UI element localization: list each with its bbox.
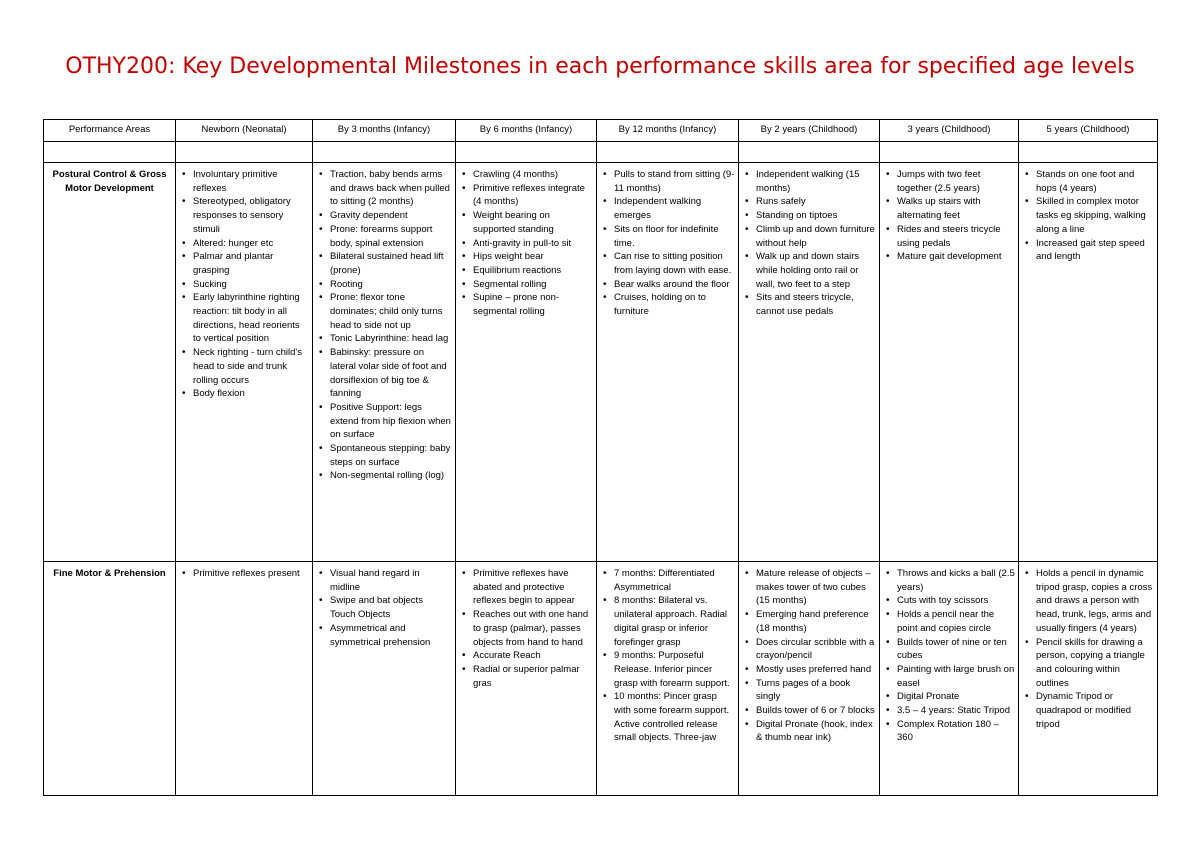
milestone-item: • Sucking	[193, 278, 309, 292]
milestone-list	[179, 168, 309, 401]
milestone-item: • Cruises, holding on to furniture	[614, 291, 735, 318]
milestone-item: • Body flexion	[193, 387, 309, 401]
milestone-item: • Does circular scribble with a crayon/pencil	[756, 636, 876, 663]
empty-cell	[880, 142, 1019, 163]
empty-cell	[176, 142, 313, 163]
empty-cell	[456, 142, 597, 163]
milestone-item: • Involuntary primitive reflexes	[193, 168, 309, 195]
milestone-cell	[1019, 163, 1158, 562]
milestone-item: • Standing on tiptoes	[756, 209, 876, 223]
milestone-item: • Sits on floor for indefinite time.	[614, 223, 735, 250]
milestone-item: • Bilateral sustained head lift (prone)	[330, 250, 452, 277]
milestone-list	[1022, 567, 1154, 731]
milestone-item: • Pulls to stand from sitting (9-11 months)	[614, 168, 735, 195]
milestone-item: • Turns pages of a book singly	[756, 677, 876, 704]
milestone-cell	[597, 163, 739, 562]
milestone-item: • Primitive reflexes have abated and protective reflexes begin to appear	[473, 567, 593, 608]
header-cell: Performance Areas	[44, 120, 176, 142]
milestone-list	[600, 168, 735, 319]
milestone-item: • Jumps with two feet together (2.5 years)	[897, 168, 1015, 195]
milestone-list	[459, 567, 593, 690]
milestone-item: • Runs safely	[756, 195, 876, 209]
milestone-item: • Radial or superior palmar gras	[473, 663, 593, 690]
milestone-cell	[313, 562, 456, 796]
milestone-item: • Non-segmental rolling (log)	[330, 469, 452, 483]
milestone-list	[316, 168, 452, 483]
milestone-item: • Palmar and plantar grasping	[193, 250, 309, 277]
milestone-item: • Digital Pronate	[897, 690, 1015, 704]
milestone-item: • Positive Support: legs extend from hip flexion when on surface	[330, 401, 452, 442]
header-cell: Newborn (Neonatal)	[176, 120, 313, 142]
milestone-item: • Visual hand regard in midline	[330, 567, 452, 594]
milestone-item: • Mostly uses preferred hand	[756, 663, 876, 677]
milestone-item: • 7 months: Differentiated Asymmetrical	[614, 567, 735, 594]
milestone-item: • Prone: flexor tone dominates; child only turns head to side not up	[330, 291, 452, 332]
milestone-list	[600, 567, 735, 745]
milestone-item: • Bear walks around the floor	[614, 278, 735, 292]
document-title: OTHY200: Key Developmental Milestones in each performance skills area for specified age levels	[65, 54, 1135, 79]
milestone-item: • Accurate Reach	[473, 649, 593, 663]
milestone-item: • Complex Rotation 180 – 360	[897, 718, 1015, 745]
milestone-item: • Babinsky: pressure on lateral volar side of foot and dorsiflexion of big toe & fanning	[330, 346, 452, 401]
milestone-item: • Hips weight bear	[473, 250, 593, 264]
milestone-item: • Rides and steers tricycle using pedals	[897, 223, 1015, 250]
milestone-cell	[597, 562, 739, 796]
milestone-item: • Crawling (4 months)	[473, 168, 593, 182]
milestone-list	[316, 567, 452, 649]
milestone-item: • Climb up and down furniture without help	[756, 223, 876, 250]
milestone-row-gross-motor	[44, 163, 1158, 562]
milestone-cell	[1019, 562, 1158, 796]
milestone-cell	[456, 163, 597, 562]
spacer-row	[44, 142, 1158, 163]
milestone-item: • Neck righting - turn child's head to side and trunk rolling occurs	[193, 346, 309, 387]
milestone-cell	[880, 163, 1019, 562]
milestone-item: • Holds a pencil near the point and copies circle	[897, 608, 1015, 635]
milestone-list	[1022, 168, 1154, 264]
milestone-item: • Supine – prone non-segmental rolling	[473, 291, 593, 318]
milestone-item: • Spontaneous stepping: baby steps on surface	[330, 442, 452, 469]
milestone-item: • Stereotyped, obligatory responses to sensory stimuli	[193, 195, 309, 236]
milestone-item: • Painting with large brush on easel	[897, 663, 1015, 690]
empty-cell	[44, 142, 176, 163]
header-cell: By 6 months (Infancy)	[456, 120, 597, 142]
milestone-item: • 9 months: Purposeful Release. Inferior pincer grasp with forearm support.	[614, 649, 735, 690]
milestone-item: • Weight bearing on supported standing	[473, 209, 593, 236]
header-cell: By 3 months (Infancy)	[313, 120, 456, 142]
header-cell: 3 years (Childhood)	[880, 120, 1019, 142]
milestone-item: • Segmental rolling	[473, 278, 593, 292]
milestone-list	[742, 168, 876, 319]
milestone-item: • 3.5 – 4 years: Static Tripod	[897, 704, 1015, 718]
milestone-item: • Sits and steers tricycle, cannot use pedals	[756, 291, 876, 318]
milestone-item: • Digital Pronate (hook, index & thumb near ink)	[756, 718, 876, 745]
milestone-item: • Asymmetrical and symmetrical prehension	[330, 622, 452, 649]
milestone-item: • Emerging hand preference (18 months)	[756, 608, 876, 635]
milestone-item: • Prone: forearms support body, spinal extension	[330, 223, 452, 250]
milestone-item: • Swipe and bat objects	[330, 594, 452, 608]
milestone-item: • Cuts with toy scissors	[897, 594, 1015, 608]
performance-area-label: Fine Motor & Prehension	[44, 562, 176, 796]
empty-cell	[1019, 142, 1158, 163]
empty-cell	[597, 142, 739, 163]
milestone-item: • Dynamic Tripod or quadrapod or modified tripod	[1036, 690, 1154, 731]
milestone-item: • Equilibrium reactions	[473, 264, 593, 278]
milestone-item: • Traction, baby bends arms and draws back when pulled to sitting (2 months)	[330, 168, 452, 209]
milestones-table	[43, 119, 1158, 796]
milestone-item: • Increased gait step speed and length	[1036, 237, 1154, 264]
empty-cell	[739, 142, 880, 163]
milestone-cell	[739, 163, 880, 562]
milestone-cell	[176, 163, 313, 562]
milestone-item: • Walk up and down stairs while holding onto rail or wall, two feet to a step	[756, 250, 876, 291]
milestone-item: • Independent walking emerges	[614, 195, 735, 222]
empty-cell	[313, 142, 456, 163]
milestone-list	[179, 567, 309, 581]
milestone-item: • Gravity dependent	[330, 209, 452, 223]
milestone-cell	[739, 562, 880, 796]
milestone-item: • Skilled in complex motor tasks eg skipping, walking along a line	[1036, 195, 1154, 236]
performance-area-label: Postural Control & Gross Motor Development	[44, 163, 176, 562]
milestone-item: • 8 months: Bilateral vs. unilateral approach. Radial digital grasp or inferior forefinger grasp	[614, 594, 735, 649]
milestone-item: • Primitive reflexes present	[193, 567, 309, 581]
header-cell: By 2 years (Childhood)	[739, 120, 880, 142]
milestone-item: • Builds tower of nine or ten cubes	[897, 636, 1015, 663]
milestone-item: • Pencil skills for drawing a person, copying a triangle and colouring within outlines	[1036, 636, 1154, 691]
milestone-item: • Walks up stairs with alternating feet	[897, 195, 1015, 222]
milestone-cell	[456, 562, 597, 796]
milestone-item: Touch Objects	[330, 609, 391, 621]
milestone-list	[883, 168, 1015, 264]
milestone-cell	[313, 163, 456, 562]
milestone-list	[742, 567, 876, 745]
header-row	[44, 120, 1158, 142]
milestone-item: • Independent walking (15 months)	[756, 168, 876, 195]
milestone-cell	[176, 562, 313, 796]
milestone-list	[459, 168, 593, 319]
milestone-item: • Reaches out with one hand to grasp (palmar), passes objects from hand to hand	[473, 608, 593, 649]
milestone-item: • Rooting	[330, 278, 452, 292]
milestone-item: • Mature release of objects – makes tower of two cubes (15 months)	[756, 567, 876, 608]
milestone-list	[883, 567, 1015, 745]
header-cell: By 12 months (Infancy)	[597, 120, 739, 142]
milestone-item: • Primitive reflexes integrate (4 months)	[473, 182, 593, 209]
milestone-item: • Throws and kicks a ball (2.5 years)	[897, 567, 1015, 594]
milestone-item: • 10 months: Pincer grasp with some forearm support. Active controlled release small objects. Three-jaw	[614, 690, 735, 745]
header-cell: 5 years (Childhood)	[1019, 120, 1158, 142]
milestone-item: • Anti-gravity in pull-to sit	[473, 237, 593, 251]
milestone-item: • Builds tower of 6 or 7 blocks	[756, 704, 876, 718]
milestone-item: • Mature gait development	[897, 250, 1015, 264]
milestone-item: • Altered: hunger etc	[193, 237, 309, 251]
milestone-item: • Early labyrinthine righting reaction: tilt body in all directions, head reorients to vertical position	[193, 291, 309, 346]
milestone-cell	[880, 562, 1019, 796]
milestone-row-fine-motor	[44, 562, 1158, 796]
milestone-item: • Holds a pencil in dynamic tripod grasp, copies a cross and draws a person with head, trunk, legs, arms and usually fingers (4 years)	[1036, 567, 1154, 636]
milestone-item: • Tonic Labyrinthine: head lag	[330, 332, 452, 346]
milestone-item: • Can rise to sitting position from laying down with ease.	[614, 250, 735, 277]
milestone-item: • Stands on one foot and hops (4 years)	[1036, 168, 1154, 195]
